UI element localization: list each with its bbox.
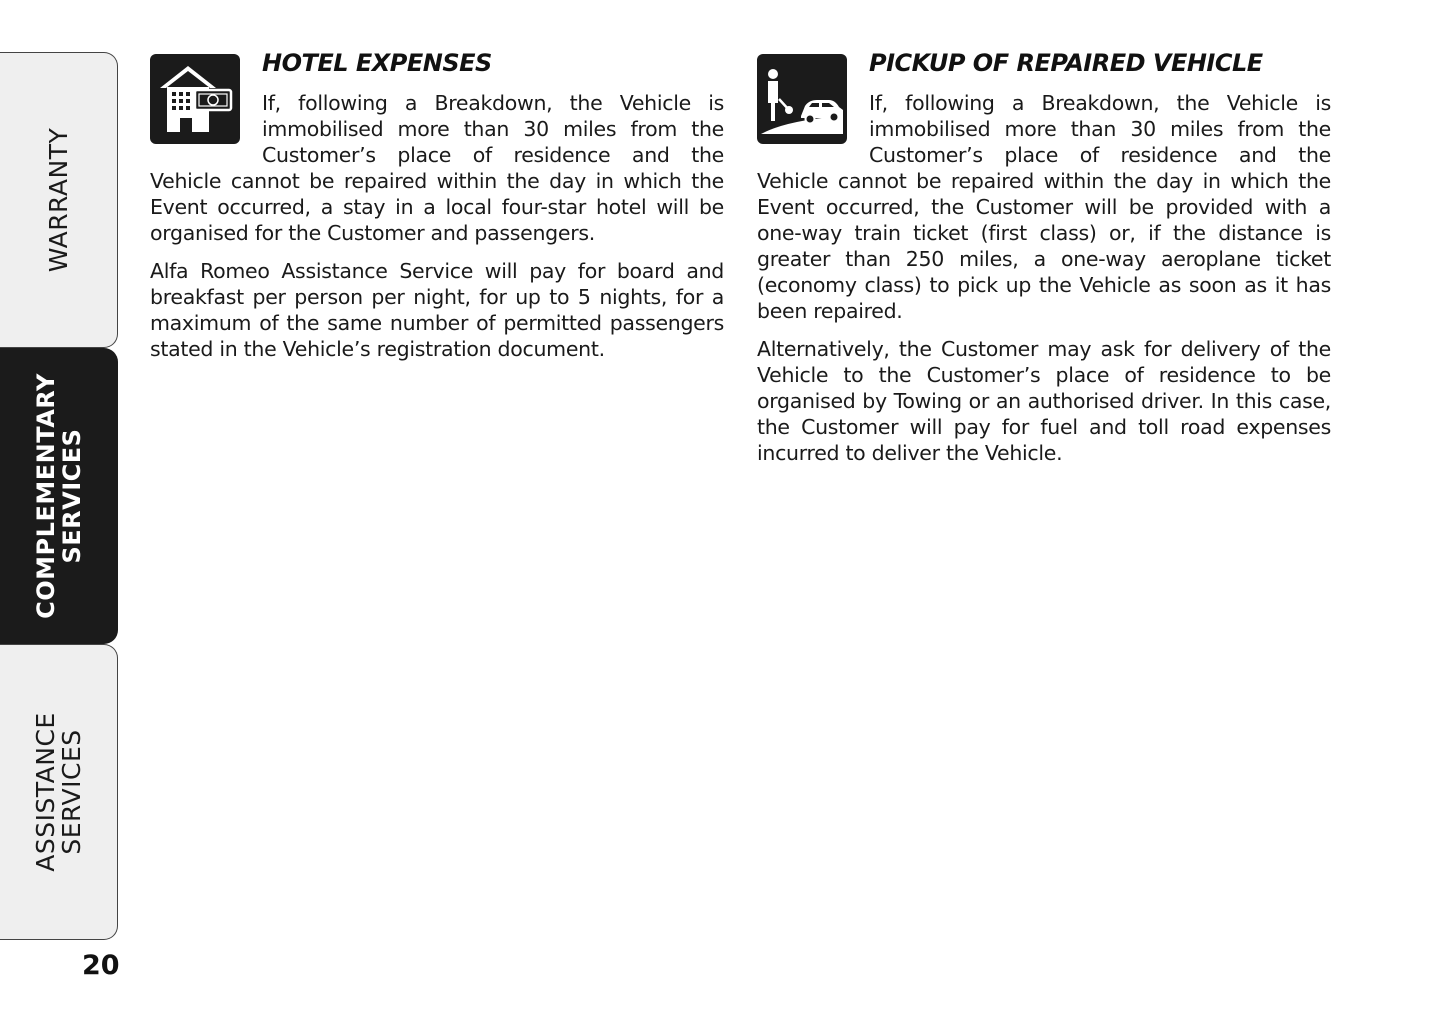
hotel-expenses-heading: HOTEL EXPENSES: [262, 49, 492, 77]
vehicle-pickup-icon: [757, 54, 847, 144]
side-tab-warranty-label: WARRANTY: [43, 127, 73, 273]
pickup-repaired-vehicle-heading: PICKUP OF REPAIRED VEHICLE: [869, 49, 1263, 77]
hotel-expenses-paragraph-2: Alfa Romeo Assistance Service will pay for board and breakfast per person per night, for up to 5 nights, for a maximum of the same number of permitted passengers stated in the Vehicle’s registration document.: [150, 259, 724, 361]
side-tab-warranty[interactable]: [0, 52, 118, 348]
hotel-expenses-section: [150, 48, 724, 374]
pickup-repaired-vehicle-paragraph-2: Alternatively, the Customer may ask for delivery of the Vehicle to the Customer’s place of residence to be organised by Towing or an authorised driver. In this case, the Customer will pay for fuel and toll road expenses incurred to deliver the Vehicle.: [757, 337, 1331, 465]
side-tab-complementary-services-label: COMPLEMENTARY SERVICES: [31, 373, 86, 619]
hotel-money-icon: [150, 54, 240, 144]
side-tab-assistance-services-label: ASSISTANCE SERVICES: [30, 712, 86, 872]
hotel-expenses-paragraph-1: If, following a Breakdown, the Vehicle is immobilised more than 30 miles from the Customer’s place of residence and the Vehicle cannot be repaired within the day in which the Event occurred, a stay in a local four-star hotel will be organised for the Customer and passengers.: [150, 91, 724, 245]
page-number: 20: [82, 950, 120, 981]
side-tab-assistance-services[interactable]: [0, 644, 118, 940]
pickup-repaired-vehicle-paragraph-1: If, following a Breakdown, the Vehicle is immobilised more than 30 miles from the Customer’s place of residence and the Vehicle cannot be repaired within the day in which the Event occurred, the Customer will be provided with a one-way train ticket (first class) or, if the distance is greater than 250 miles, a one-way aeroplane ticket (economy class) to pick up the Vehicle as soon as it has been repaired.: [757, 91, 1331, 323]
pickup-repaired-vehicle-section: [757, 48, 1331, 478]
side-tab-complementary-services[interactable]: [0, 348, 118, 644]
